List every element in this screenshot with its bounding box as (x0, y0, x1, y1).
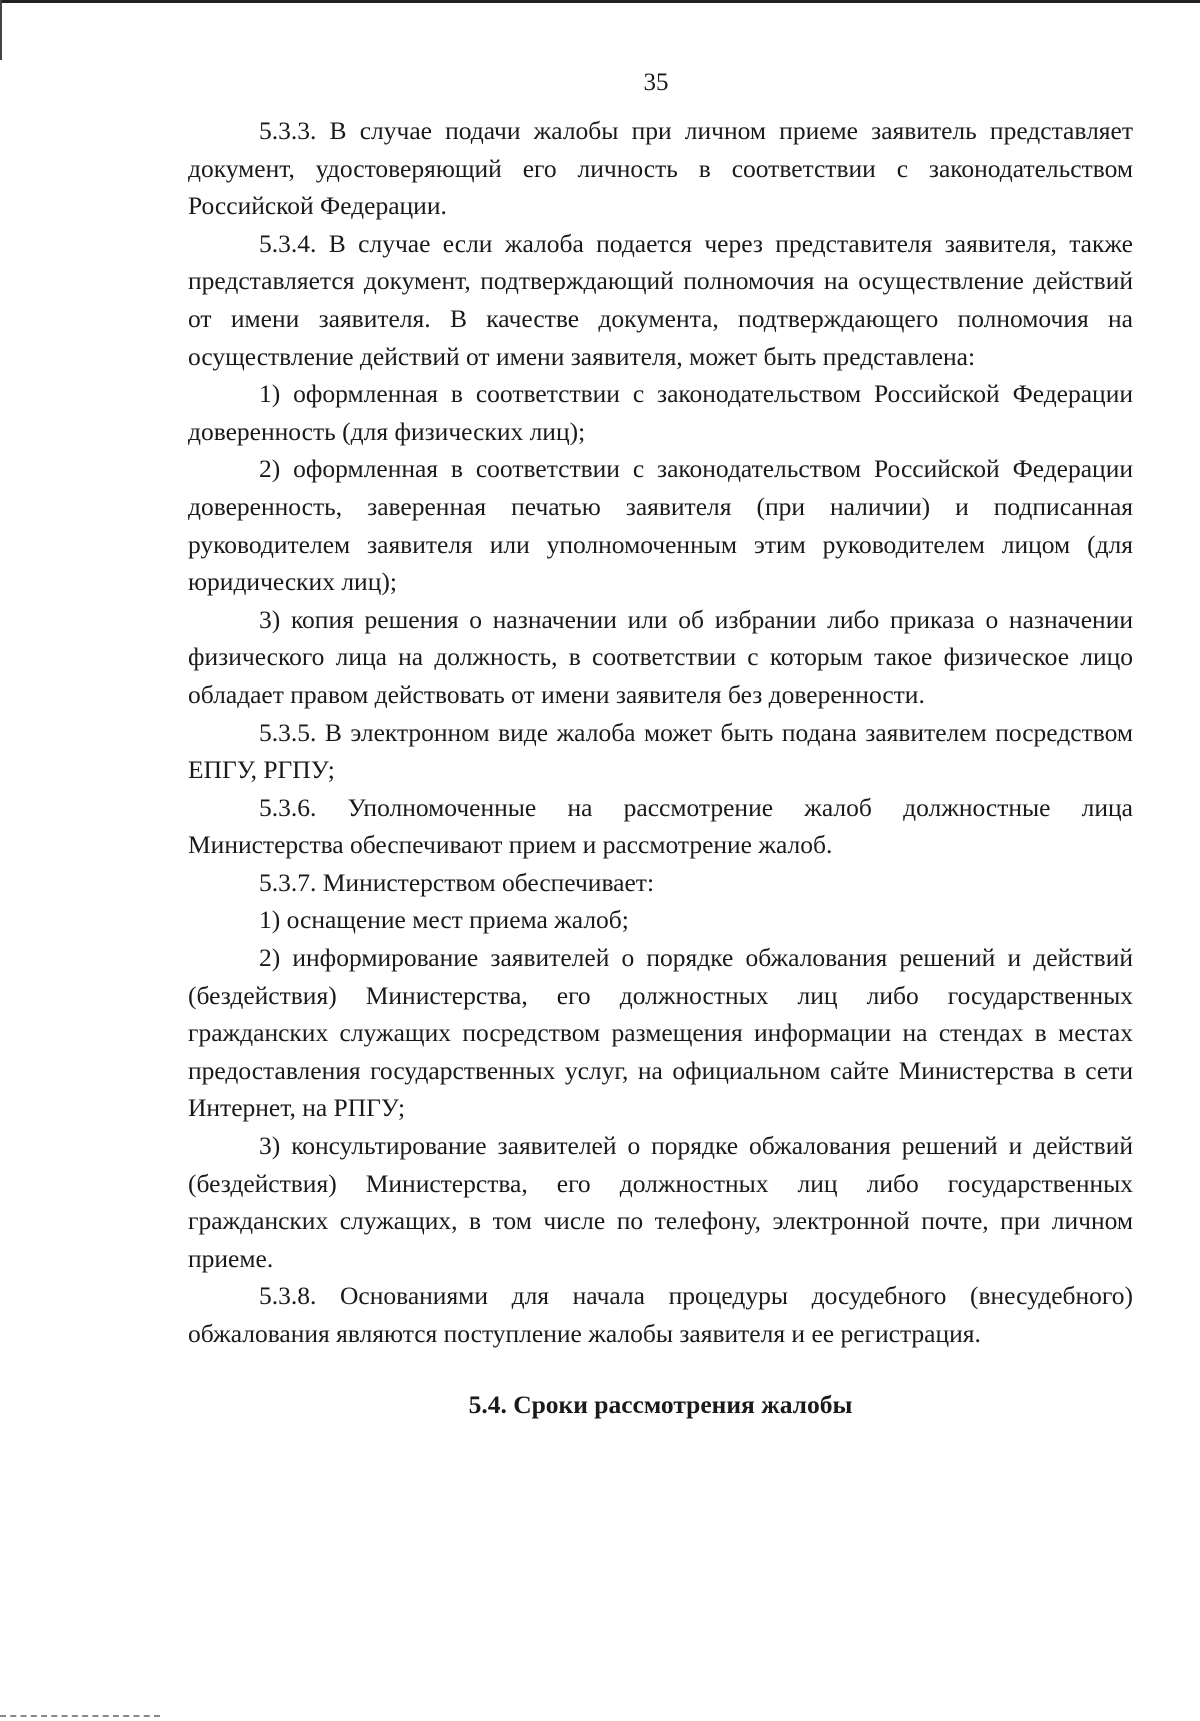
list-item-1-equipment: 1) оснащение мест приема жалоб; (259, 905, 629, 935)
list-item-2: 2) оформленная в соответствии с законодательством Российской Федерации доверенность, заверенная печатью заявителя (при наличии) и подписанная руководителем заявителя или уполномоченным этим руководителем лицом (для юридических лиц); (188, 454, 1133, 597)
paragraph-5-3-7: 5.3.7. Министерством обеспечивает: (259, 867, 655, 897)
paragraph-5-3-8: 5.3.8. Основаниями для начала процедуры досудебного (внесудебного) обжалования являются поступление жалобы заявителя и ее регистрация. (188, 1281, 1133, 1348)
paragraph-5-3-6: 5.3.6. Уполномоченные на рассмотрение жалоб должностные лица Министерства обеспечивают прием и рассмотрение жалоб. (188, 792, 1133, 860)
list-item-1: 1) оформленная в соответствии с законодательством Российской Федерации доверенность (для физических лиц); (188, 379, 1133, 446)
list-item-2-informing: 2) информирование заявителей о порядке обжалования решений и действий (бездействия) Министерства, его должностных лиц либо государственных гражданских служащих посредством размещения информации на стендах в местах предоставления государственных услуг, на официальном сайте Министерства в сети Интернет, на РПГУ; (188, 943, 1133, 1123)
paragraph-5-3-5: 5.3.5. В электронном виде жалоба может быть подана заявителем посредством ЕПГУ, РГПУ; (188, 717, 1133, 785)
top-border-line (0, 0, 1200, 3)
paragraph-5-3-4: 5.3.4. В случае если жалоба подается через представителя заявителя, также представляется документ, подтверждающий полномочия на осуществление действий от имени заявителя. В качестве документа, подтверждающего полномочия на осуществление действий от имени заявителя, может быть представлена: (188, 228, 1133, 371)
list-item-3: 3) копия решения о назначении или об избрании либо приказа о назначении физического лица на должность, в соответствии с которым такое физическое лицо обладает правом действовать от имени заявителя без доверенности. (188, 604, 1133, 709)
section-heading: 5.4. Сроки рассмотрения жалобы (468, 1389, 853, 1419)
bottom-scan-mark (0, 1715, 160, 1721)
paragraph-5-3-3: 5.3.3. В случае подачи жалобы при личном приеме заявитель представляет документ, удостоверяющий его личность в соответствии с законодательством Российской Федерации. (188, 116, 1133, 221)
left-border-mark (0, 0, 2, 60)
list-item-3-consulting: 3) консультирование заявителей о порядке обжалования решений и действий (бездействия) Министерства, его должностных лиц либо государственных гражданских служащих, в том числе по телефону, электронной почте, при личном приеме. (188, 1131, 1133, 1273)
document-body (188, 112, 1133, 1423)
page-number: 35 (643, 69, 669, 96)
